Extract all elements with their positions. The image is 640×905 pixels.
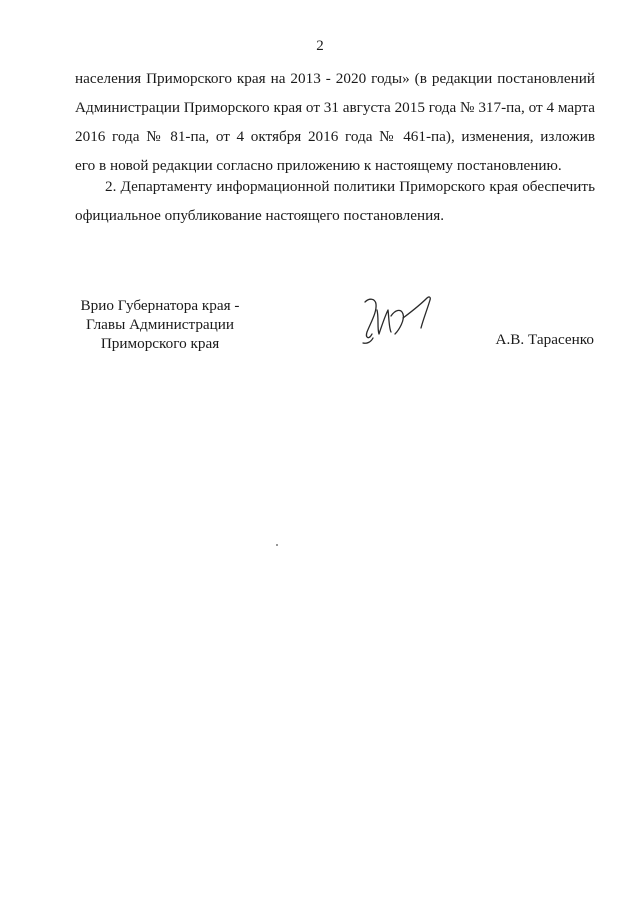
signer-name: А.В. Тарасенко [495,331,594,348]
signatory-position-line-3: Приморского края [100,335,220,352]
signatory-position-line-1: Врио Губернатора края - [80,297,240,314]
paragraph-2 [75,172,595,230]
paragraph-2-line-2: официальное опубликование настоящего постановления. [75,207,444,224]
signatory-position [60,296,260,353]
paragraph-1-line-4: его в новой редакции согласно приложению к настоящему постановлению. [75,157,562,174]
paragraph-2-line-1: 2. Департаменту информационной политики Приморского края обеспечить [105,178,595,195]
page-number: 2 [316,38,324,54]
scan-speck [276,544,278,546]
paragraph-1-line-1: населения Приморского края на 2013 - 2020 годы» (в редакции постановлений [75,70,595,87]
signatory-position-line-2: Главы Администрации [85,316,235,333]
paragraph-1-line-3: 2016 года № 81-па, от 4 октября 2016 года № 461-па), изменения, изложив [75,128,595,145]
paragraph-1 [75,64,595,180]
paragraph-1-line-2: Администрации Приморского края от 31 августа 2015 года № 317-па, от 4 марта [75,99,596,116]
handwritten-signature [355,288,440,348]
